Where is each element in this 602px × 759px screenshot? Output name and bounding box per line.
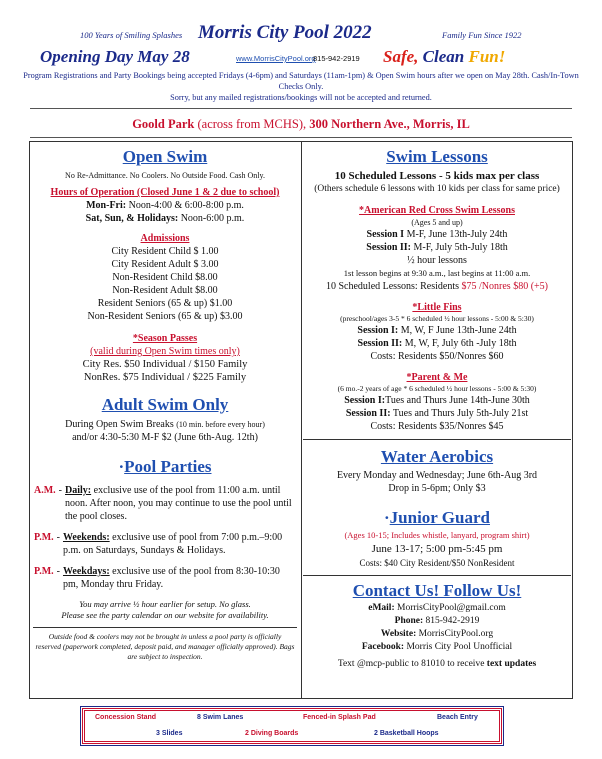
address: Goold Park (across from MCHS), 300 Northern Ave., Morris, IL (132, 117, 470, 131)
hours-weekend: Sat, Sun, & Holidays: Noon-6:00 p.m. (85, 213, 245, 224)
party-am: A.M. - Daily: exclusive use of the pool from 11:00 a.m. until noon. After noon, you may continue to use the pool until the pool closes. (34, 485, 292, 522)
contact-email: eMail: MorrisCityPool@gmail.com (368, 603, 506, 613)
party-pm-weekdays: P.M. - Weekdays: exclusive use of the pool from 8:30-10:30 pm, Monday thru Friday. (34, 566, 280, 590)
admission-item: Non-Resident Adult $8.00 (112, 285, 218, 296)
amenities-box (82, 708, 502, 744)
open-swim-rules: No Re-Admittance. No Coolers. No Outside Food. Cash Only. (65, 171, 265, 180)
swim-lessons-headline: 10 Scheduled Lessons - 5 kids max per class (334, 170, 540, 182)
arc-session-1: Session I M-F, June 13th-July 24th (366, 229, 508, 240)
arc-half: ½ hour lessons (407, 255, 467, 266)
page-title: Morris City Pool 2022 (198, 22, 372, 43)
water-aerobics-line1: Every Monday and Wednesday; June 6th-Aug 3rd (336, 470, 538, 481)
adult-swim-title: Adult Swim Only (101, 395, 229, 414)
parent-me-title: *Parent & Me (406, 372, 468, 383)
little-fins-session-2: Session II: M, W, F, July 6th -July 18th (357, 338, 517, 349)
junior-guard-dates: June 13-17; 5:00 pm-5:45 pm (371, 543, 503, 555)
admission-item: City Resident Child $ 1.00 (111, 246, 219, 257)
water-aerobics-line2: Drop in 5-6pm; Only $3 (388, 483, 486, 494)
admission-item: City Resident Adult $ 3.00 (111, 259, 219, 270)
parent-me-costs: Costs: Residents $35/Nonres $45 (370, 421, 504, 432)
little-fins-title: *Little Fins (412, 302, 462, 313)
party-note-2: Please see the party calendar on our website for availability. (61, 610, 269, 620)
fine-print: Outside food & coolers may not be brought in unless a pool party is officially reserved (paperwork completed, deposit paid, and manager officially approved). Bags are subject to inspection. (35, 632, 295, 661)
admission-item: Non-Resident Seniors (65 & up) $3.00 (87, 311, 243, 322)
parent-me-note: (6 mo.-2 years of age * 6 scheduled ½ hour lessons - 5:00 & 5:30) (337, 384, 537, 393)
season-passes-note: (valid during Open Swim times only) (90, 346, 240, 357)
contact-title: Contact Us! Follow Us! (352, 581, 522, 600)
little-fins-note: (preschool/ages 3-5 * 6 scheduled ½ hour lessons - 5:00 & 5:30) (340, 314, 534, 323)
amenity-splash: Fenced-in Splash Pad (303, 714, 376, 721)
amenity-basketball: 2 Basketball Hoops (374, 730, 439, 737)
divider-top (30, 108, 572, 109)
parent-me-session-1: Session I:Tues and Thurs June 14th-June 30th (344, 395, 530, 406)
contact-text: Text @mcp-public to 81010 to receive text updates (337, 659, 537, 669)
amenity-lanes: 8 Swim Lanes (197, 714, 244, 721)
adult-swim-line2: and/or 4:30-5:30 M-F $2 (June 6th-Aug. 12th) (72, 432, 258, 443)
admission-item: Non-Resident Child $8.00 (112, 272, 218, 283)
party-note-1: You may arrive ½ hour earlier for setup. No glass. (79, 599, 251, 609)
parent-me-session-2: Session II: Tues and Thurs July 5th-July 21st (345, 408, 529, 419)
right-column (303, 143, 571, 671)
amenity-beach: Beach Entry (437, 714, 478, 721)
open-swim-title: Open Swim (122, 147, 208, 166)
arc-costs: 10 Scheduled Lessons: Residents $75 /Nonres $80 (+5) (325, 281, 548, 292)
adult-swim-line1: During Open Swim Breaks (10 min. before every hour) (65, 419, 265, 430)
arc-times: 1st lesson begins at 9:30 a.m., last begins at 11:00 a.m. (343, 268, 531, 278)
hours-weekday: Mon-Fri: Noon-4:00 & 6:00-8:00 p.m. (86, 200, 244, 211)
tagline-right: Family Fun Since 1922 (442, 30, 522, 40)
opening-day: Opening Day May 28 (40, 47, 190, 66)
tagline-left: 100 Years of Smiling Splashes (80, 30, 183, 40)
swim-lessons-title: Swim Lessons (386, 147, 488, 166)
left-column (31, 143, 299, 662)
amenity-slides: 3 Slides (156, 730, 183, 737)
contact-phone: Phone: 815-942-2919 (394, 616, 480, 626)
little-fins-session-1: Session I: M, W, F June 13th-June 24th (357, 325, 517, 336)
arc-session-2: Session II: M-F, July 5th-July 18th (366, 242, 508, 253)
junior-guard-title: ·Junior Guard (384, 508, 490, 527)
admissions-title: Admissions (140, 233, 190, 244)
season-city: City Res. $50 Individual / $150 Family (82, 359, 248, 370)
divider-bottom (30, 137, 572, 138)
season-non: NonRes. $75 Individual / $225 Family (83, 372, 247, 383)
header-phone: 815-942-2919 (313, 54, 360, 63)
column-divider (301, 141, 302, 699)
arc-title: *American Red Cross Swim Lessons (359, 205, 515, 216)
registration-notice: Program Registrations and Party Bookings being accepted Fridays (4-6pm) and Saturdays (11am-1pm) & Open Swim hours after we open on May 28th. Cash/In-Town Checks Only. Sorry, but any mailed registrations/bookings will not be accepted and returned. (23, 71, 579, 102)
season-passes-title: *Season Passes (132, 333, 198, 344)
amenity-diving: 2 Diving Boards (245, 730, 299, 737)
slogan: Safe, Clean Fun! (383, 47, 506, 66)
pool-parties-title: ·Pool Parties (118, 457, 212, 476)
admission-item: Resident Seniors (65 & up) $1.00 (97, 298, 233, 309)
arc-ages: (Ages 5 and up) (411, 218, 463, 227)
hours-title: Hours of Operation (Closed June 1 & 2 due to school) (50, 187, 280, 198)
party-pm-weekends: P.M. - Weekends: exclusive use of pool from 7:00 p.m.–9:00 p.m. on Saturdays, Sundays & Holidays. (34, 532, 283, 556)
header-row-2 (0, 47, 602, 67)
junior-guard-ages: (Ages 10-15; Includes whistle, lanyard, program shirt) (344, 530, 530, 540)
contact-website: Website: MorrisCityPool.org (380, 629, 494, 639)
water-aerobics-title: Water Aerobics (380, 447, 494, 466)
little-fins-costs: Costs: Residents $50/Nonres $60 (370, 351, 504, 362)
junior-guard-costs: Costs: $40 City Resident/$50 NonResident (359, 558, 515, 568)
contact-facebook: Facebook: Morris City Pool Unofficial (361, 642, 513, 652)
website-link[interactable]: www.MorrisCityPool.org (236, 54, 316, 63)
amenity-concession: Concession Stand (95, 714, 157, 721)
swim-lessons-others: (Others schedule 6 lessons with 10 kids per class for same price) (314, 184, 560, 194)
header-row-1 (0, 22, 602, 44)
